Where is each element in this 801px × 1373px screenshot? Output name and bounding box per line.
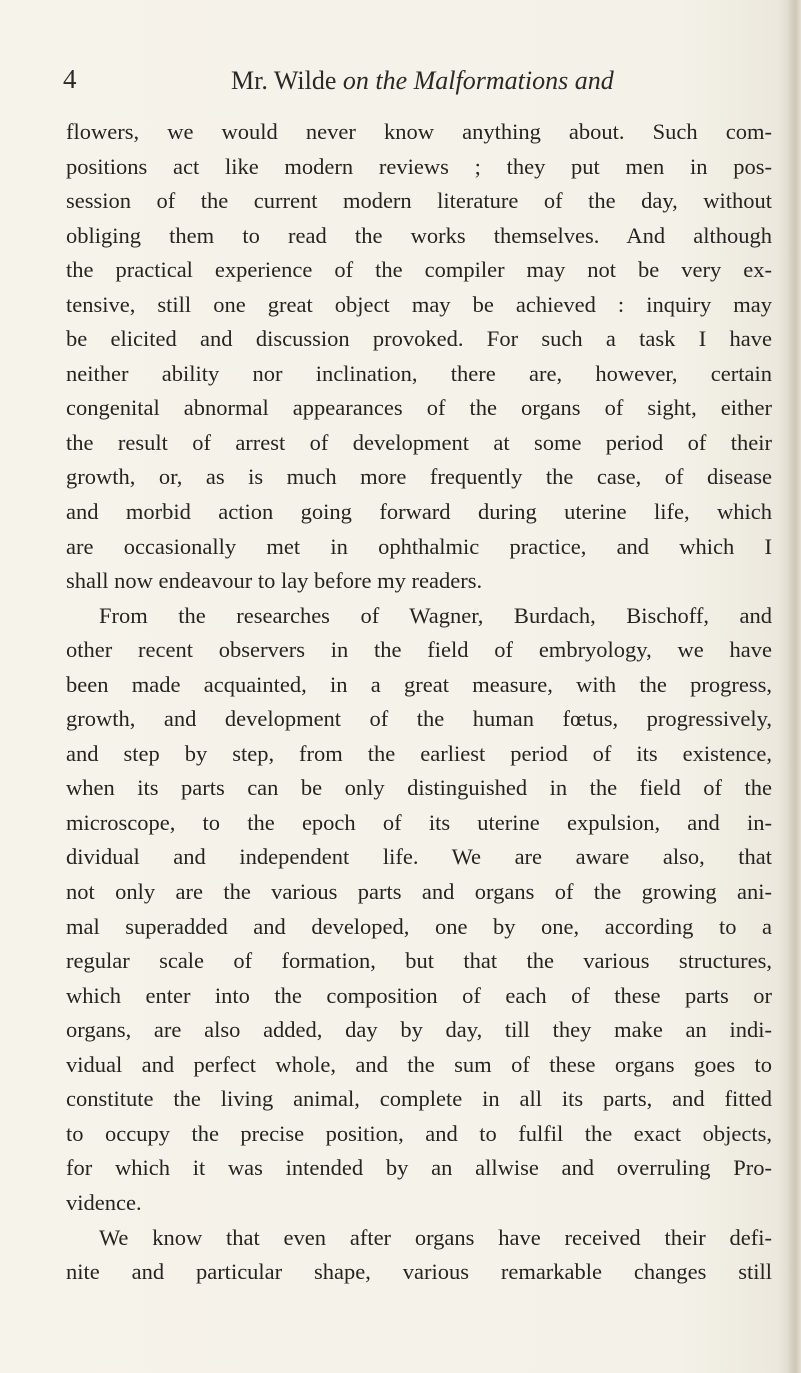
text-line: constitute the living animal, complete in all its parts, and fitted bbox=[66, 1086, 772, 1112]
text-line: dividual and independent life. We are aware also, that bbox=[66, 844, 772, 870]
text-line: tensive, still one great object may be achieved : inquiry may bbox=[66, 291, 772, 317]
text-line: We know that even after organs have received their defi- bbox=[99, 1224, 772, 1250]
running-head-author: Mr. Wilde bbox=[231, 66, 337, 95]
text-line: been made acquainted, in a great measure, with the progress, bbox=[66, 671, 772, 697]
text-line: vidual and perfect whole, and the sum of these organs goes to bbox=[66, 1051, 772, 1077]
text-line: vidence. bbox=[66, 1189, 142, 1215]
text-line: when its parts can be only distinguished in the field of the bbox=[66, 775, 772, 801]
page-edge-shadow bbox=[787, 0, 801, 1373]
text-line: other recent observers in the field of embryology, we have bbox=[66, 637, 772, 663]
text-line: not only are the various parts and organs of the growing ani- bbox=[66, 879, 772, 905]
text-line: growth, or, as is much more frequently the case, of disease bbox=[66, 464, 772, 490]
text-line: organs, are also added, day by day, till they make an indi- bbox=[66, 1017, 772, 1043]
text-line: neither ability nor inclination, there are, however, certain bbox=[66, 360, 772, 386]
text-line: session of the current modern literature of the day, without bbox=[66, 188, 772, 214]
text-line: are occasionally met in ophthalmic practice, and which I bbox=[66, 533, 772, 559]
text-line: to occupy the precise position, and to fulfil the exact objects, bbox=[66, 1120, 772, 1146]
text-line: which enter into the composition of each of these parts or bbox=[66, 982, 772, 1008]
text-line: the result of arrest of development at some period of their bbox=[66, 429, 772, 455]
text-line: for which it was intended by an allwise and overruling Pro- bbox=[66, 1155, 772, 1181]
running-head bbox=[231, 66, 614, 96]
text-line: the practical experience of the compiler may not be very ex- bbox=[66, 257, 772, 283]
text-line: positions act like modern reviews ; they put men in pos- bbox=[66, 153, 772, 179]
running-head-title: on the Malformations and bbox=[342, 66, 614, 95]
text-line: and morbid action going forward during uterine life, which bbox=[66, 499, 772, 525]
text-line: regular scale of formation, but that the various structures, bbox=[66, 948, 772, 974]
text-line: nite and particular shape, various remarkable changes still bbox=[66, 1259, 772, 1285]
text-line: obliging them to read the works themselves. And although bbox=[66, 222, 772, 248]
text-line: shall now endeavour to lay before my readers. bbox=[66, 568, 483, 594]
text-line: growth, and development of the human fœtus, progressively, bbox=[66, 706, 772, 732]
text-line: From the researches of Wagner, Burdach, Bischoff, and bbox=[99, 602, 772, 628]
body-text bbox=[66, 115, 772, 1290]
text-line: flowers, we would never know anything about. Such com- bbox=[66, 119, 772, 144]
text-line: congenital abnormal appearances of the organs of sight, either bbox=[66, 395, 772, 421]
text-line: mal superadded and developed, one by one, according to a bbox=[66, 913, 772, 939]
text-line: microscope, to the epoch of its uterine expulsion, and in- bbox=[66, 809, 772, 835]
page-number: 4 bbox=[63, 64, 77, 94]
text-line: be elicited and discussion provoked. For such a task I have bbox=[66, 326, 772, 352]
text-line: and step by step, from the earliest period of its existence, bbox=[66, 740, 772, 766]
